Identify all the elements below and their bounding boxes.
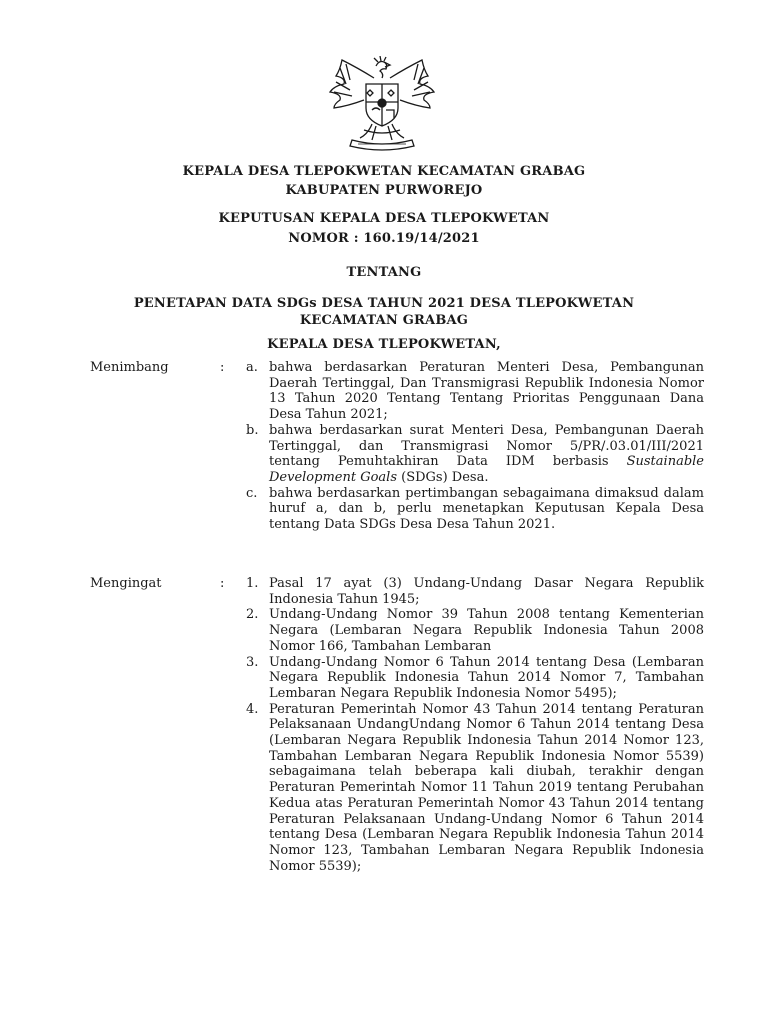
subject-line-2: KECAMATAN GRABAG — [299, 313, 469, 328]
item-text-part: bahwa berdasarkan surat Menteri Desa, Pembangunan Daerah Tertinggal, dan Transmigrasi Nomor 5/PR/.03.01/III/2021 tentang Pemuhtakhiran Data IDM berbasis — [269, 422, 704, 470]
list-item — [246, 607, 704, 654]
item-marker: b. — [246, 422, 259, 438]
item-text: bahwa berdasarkan Peraturan Menteri Desa, Pembangunan Daerah Tertinggal, Dan Transmigrasi Republik Indonesia Nomor 13 Tahun 2020 Tentang Tentang Prioritas Penggunaan Dana Desa Tahun 2021; — [269, 360, 704, 423]
item-marker: 2. — [246, 607, 259, 623]
institution-line-2: KABUPATEN PURWOREJO — [285, 183, 483, 198]
subject-line-1: PENETAPAN DATA SDGs DESA TAHUN 2021 DESA TLEPOKWETAN — [133, 296, 635, 311]
item-text: Peraturan Pemerintah Nomor 43 Tahun 2014 tentang Peraturan Pelaksanaan UndangUndang Nomor 6 Tahun 2014 tentang Desa (Lembaran Negara Republik Indonesia Tahun 2014 Nomor 123, Tambahan Lembaran Negara Republik Indonesia Nomor 5539) sebagaimana telah beberapa kali diubah, terakhir dengan Peraturan Pemerintah Nomor 11 Tahun 2019 tentang Perubahan Kedua atas Peraturan Pemerintah Nomor 43 Tahun 2014 tentang Peraturan Pelaksanaan Undang-Undang Nomor 6 Tahun 2014 tentang Desa (Lembaran Negara Republik Indonesia Tahun 2014 Nomor 123, Tambahan Lembaran Negara Republik Indonesia Nomor 5539); — [269, 701, 704, 874]
item-text-part: (SDGs) Desa. — [397, 469, 489, 485]
item-text: Undang-Undang Nomor 6 Tahun 2014 tentang Desa (Lembaran Negara Republik Indonesia Tahun 2014 Nomor 7, Tambahan Lembaran Negara Republik Indonesia Nomor 5495); — [269, 654, 704, 701]
issuer-title: KEPALA DESA TLEPOKWETAN, — [267, 337, 501, 352]
mengingat-list — [246, 576, 704, 874]
list-item — [246, 360, 704, 423]
menimbang-colon: : — [220, 360, 225, 375]
item-marker: 1. — [246, 576, 259, 591]
list-item — [246, 486, 704, 533]
item-text-italic: Sustainable Development Goals — [269, 454, 704, 485]
garuda-emblem-icon — [324, 56, 440, 156]
item-text: Undang-Undang Nomor 39 Tahun 2008 tentang Kementerian Negara (Lembaran Negara Republik Indonesia Tahun 2008 Nomor 166, Tambahan Lembaran — [269, 607, 704, 654]
about-label: TENTANG — [346, 265, 422, 280]
institution-line-1: KEPALA DESA TLEPOKWETAN KECAMATAN GRABAG — [182, 164, 586, 179]
list-item — [246, 655, 704, 702]
list-item — [246, 702, 704, 875]
item-marker: a. — [246, 360, 258, 375]
item-marker: 3. — [246, 654, 259, 670]
item-marker: c. — [246, 485, 258, 501]
decree-title: KEPUTUSAN KEPALA DESA TLEPOKWETAN — [218, 211, 550, 226]
menimbang-list — [246, 360, 704, 533]
mengingat-label: Mengingat — [90, 576, 162, 591]
decree-number: NOMOR : 160.19/14/2021 — [288, 231, 480, 246]
item-text — [269, 423, 704, 486]
mengingat-colon: : — [220, 576, 225, 591]
list-item — [246, 423, 704, 486]
item-marker: 4. — [246, 701, 259, 717]
list-item — [246, 576, 704, 607]
item-text: Pasal 17 ayat (3) Undang-Undang Dasar Negara Republik Indonesia Tahun 1945; — [269, 576, 704, 607]
menimbang-label: Menimbang — [90, 360, 169, 375]
item-text: bahwa berdasarkan pertimbangan sebagaimana dimaksud dalam huruf a, dan b, perlu menetapkan Keputusan Kepala Desa tentang Data SDGs Desa Desa Tahun 2021. — [269, 485, 704, 533]
